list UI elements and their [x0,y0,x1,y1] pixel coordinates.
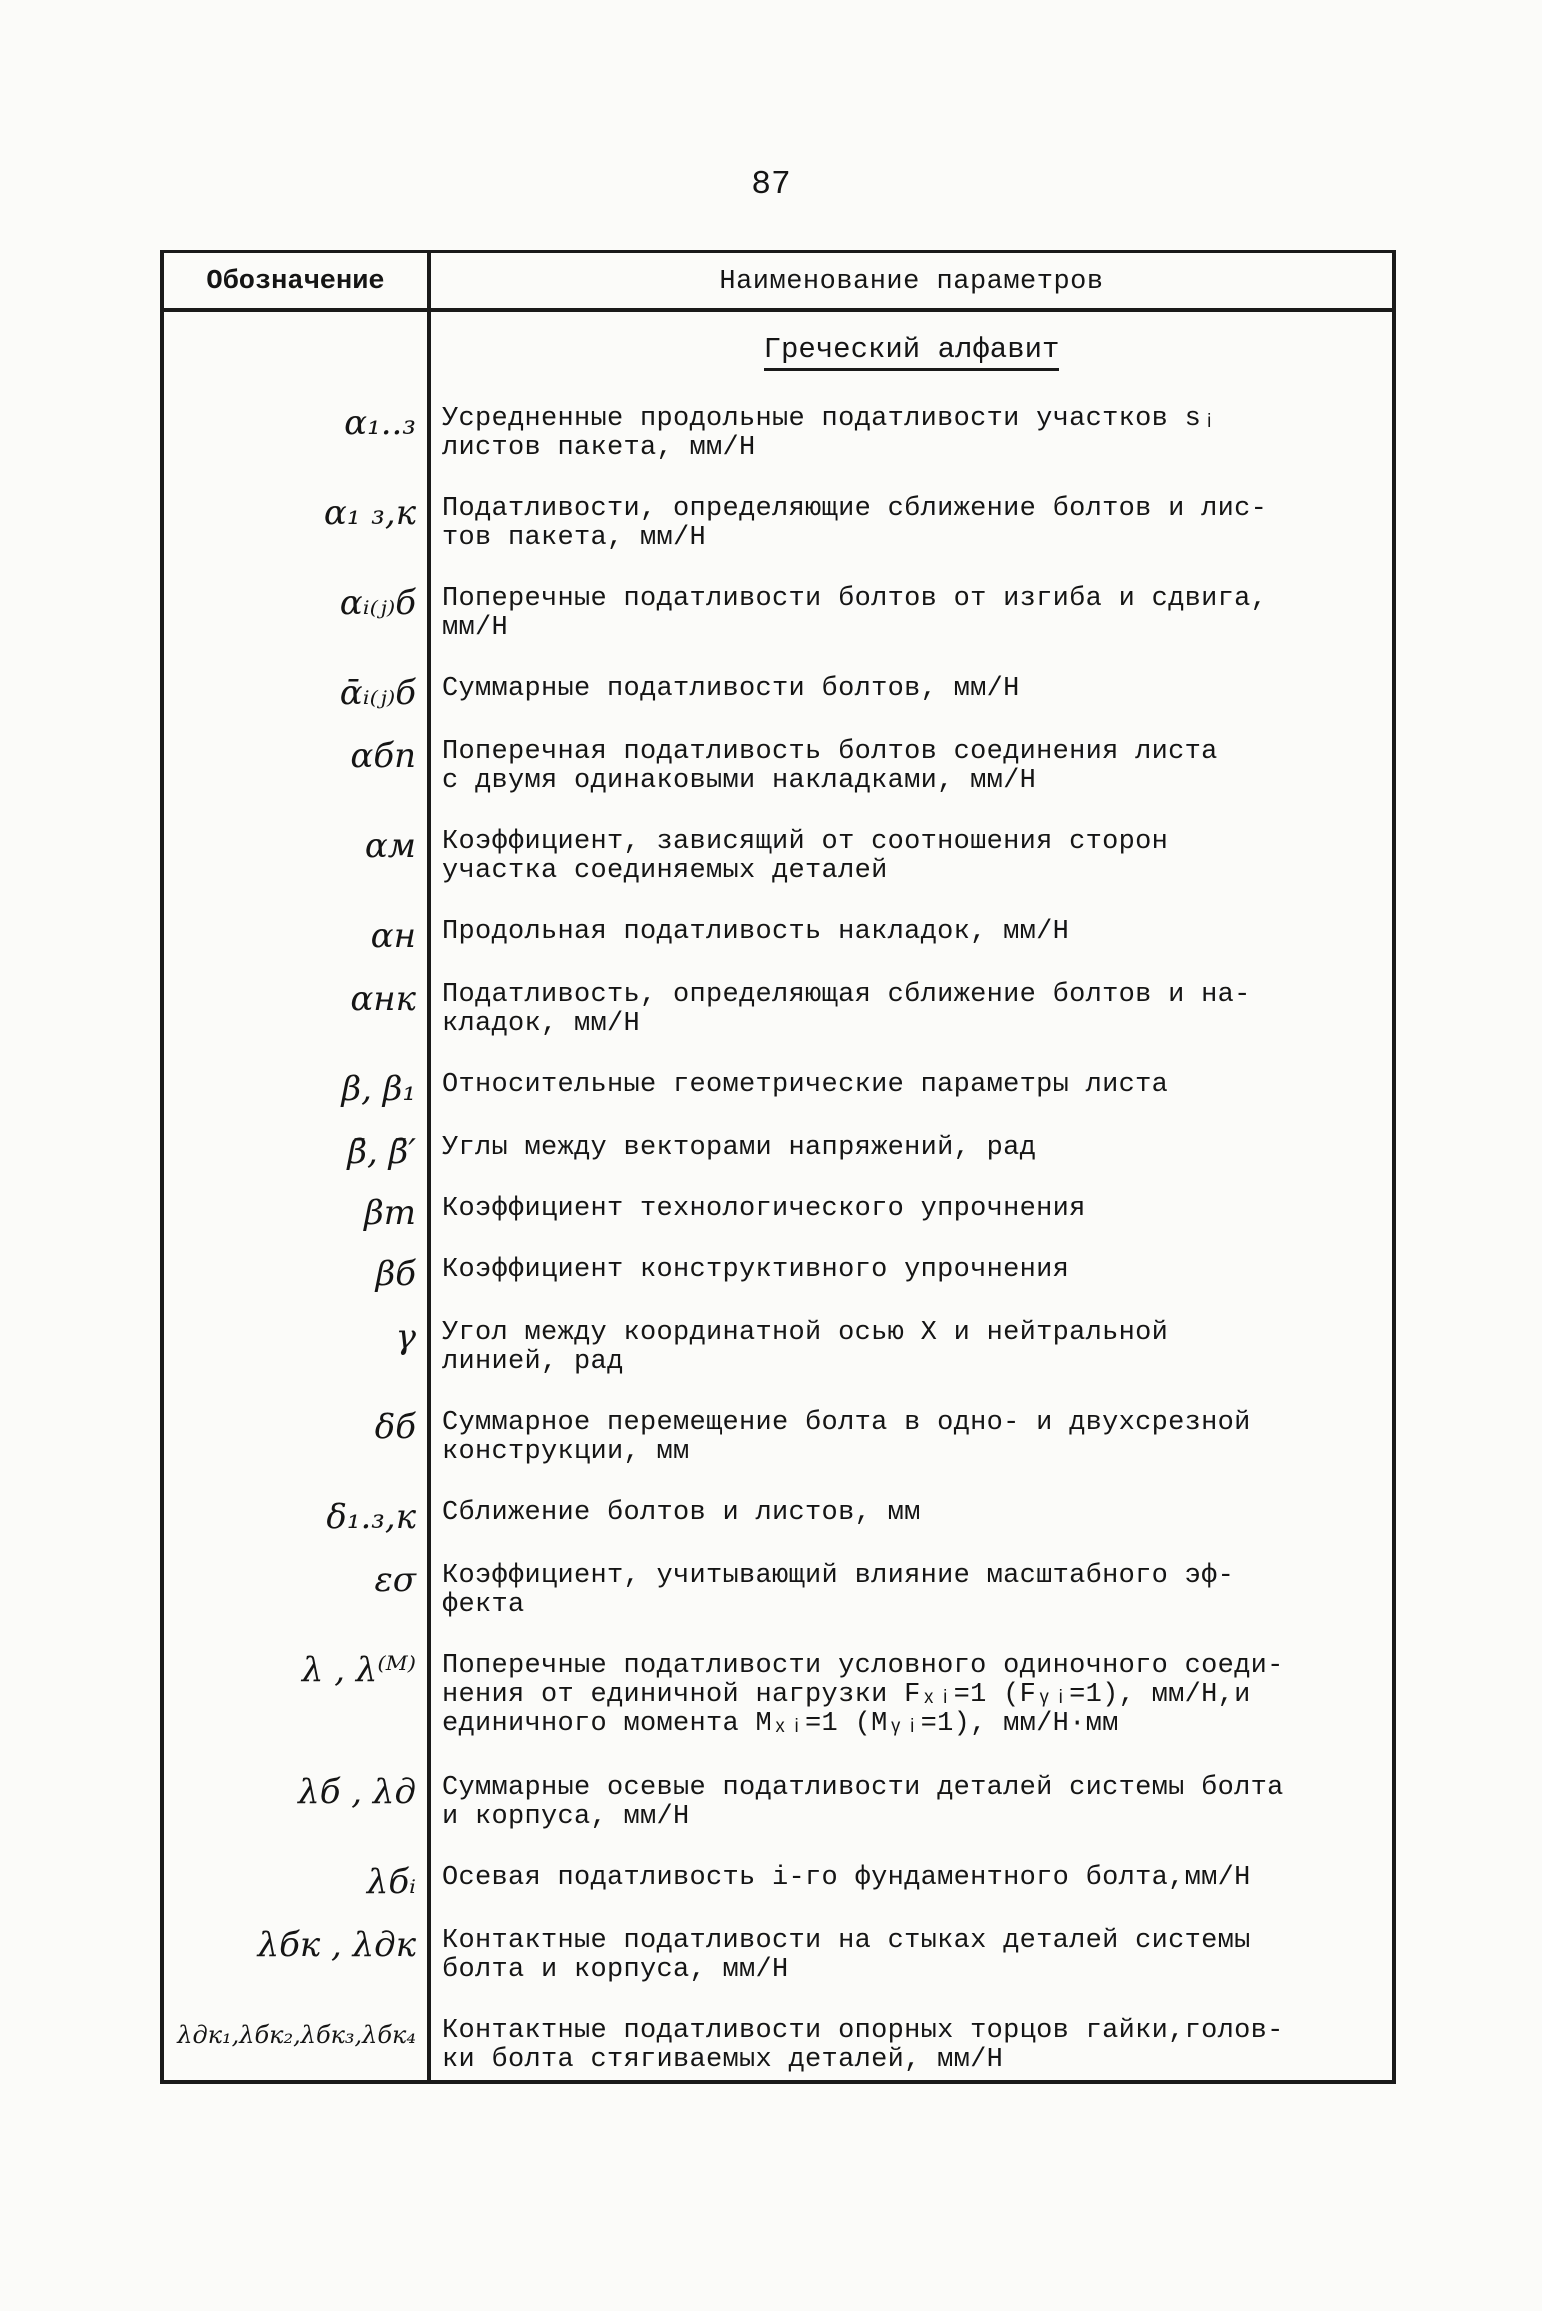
row-symbol: λ , λ⁽ᴹ⁾ [301,1650,416,1690]
row-symbol: δб [374,1407,416,1447]
row-description: Коэффициент технологического упрочнения [442,1194,1086,1224]
row-symbol: λбк , λдк [257,1925,416,1965]
row-description: Коэффициент конструктивного упрочнения [442,1255,1070,1285]
row-symbol: αн [370,916,416,956]
row-symbol: β, β₁ [341,1069,416,1109]
page-number: 87 [751,166,791,203]
row-symbol: αᵢ₍ⱼ₎б [339,583,416,623]
row-description: Поперечная податливость болтов соединения листа с двумя одинаковыми накладками, мм/Н [442,737,1218,796]
row-description: Суммарные податливости болтов, мм/Н [442,674,1020,704]
row-description: Углы между векторами напряжений, рад [442,1133,1037,1163]
row-symbol: α₁..₃ [344,403,416,443]
row-description: Коэффициент, учитывающий влияние масштабного эф- фекта [442,1561,1235,1620]
row-symbol: αбп [350,736,416,776]
row-symbol: αнк [350,979,416,1019]
row-symbol: λдк₁,λбк₂,λбк₃,λбк₄ [177,2021,416,2049]
row-description: Усредненные продольные податливости участков sᵢ листов пакета, мм/Н [442,404,1218,463]
row-description: Суммарные осевые податливости деталей системы болта и корпуса, мм/Н [442,1773,1284,1832]
row-symbol: δ₁.₃,к [326,1497,416,1537]
column-divider [427,253,431,2080]
row-description: Контактные податливости опорных торцов гайки,голов- ки болта стягиваемых деталей, мм/Н [442,2016,1284,2075]
row-description: Поперечные податливости болтов от изгиба и сдвига, мм/Н [442,584,1268,643]
row-description: Поперечные податливости условного одиночного соеди- нения от единичной нагрузки Fₓᵢ=1 (Fᵧᵢ=1), мм/Н,и единичного момента Mₓᵢ=1 (Mᵧᵢ=1), мм/Н·мм [442,1651,1284,1739]
row-symbol: εσ [374,1560,416,1600]
row-description: Суммарное перемещение болта в одно- и двухсрезной конструкции, мм [442,1408,1251,1467]
row-symbol: λб , λд [298,1772,416,1812]
row-description: Контактные податливости на стыках деталей системы болта и корпуса, мм/Н [442,1926,1251,1985]
header-symbol: Обозначение [206,267,385,297]
row-symbol: γ [395,1317,416,1357]
row-description: Осевая податливость i-го фундаментного болта,мм/Н [442,1863,1251,1893]
row-symbol: ᾱᵢ₍ⱼ₎б [339,673,416,713]
row-symbol: β̄, β̄′ [347,1132,416,1172]
row-symbol: αм [364,826,416,866]
row-symbol: λбᵢ [366,1862,416,1902]
row-description: Продольная податливость накладок, мм/Н [442,917,1070,947]
row-description: Податливость, определяющая сближение болтов и на- кладок, мм/Н [442,980,1251,1039]
row-symbol: α₁ ₃,к [323,493,416,533]
row-description: Относительные геометрические параметры листа [442,1070,1169,1100]
row-symbol: βт [364,1193,416,1233]
header-rule [164,308,1392,312]
parameters-table [160,250,1396,2084]
row-description: Угол между координатной осью X и нейтральной линией, рад [442,1318,1169,1377]
header-name: Наименование параметров [719,267,1104,297]
section-title-text: Греческий алфавит [764,333,1060,371]
row-symbol: βб [375,1254,416,1294]
section-title [431,333,1392,366]
row-description: Сближение болтов и листов, мм [442,1498,921,1528]
row-description: Податливости, определяющие сближение болтов и лис- тов пакета, мм/Н [442,494,1268,553]
row-description: Коэффициент, зависящий от соотношения сторон участка соединяемых деталей [442,827,1169,886]
